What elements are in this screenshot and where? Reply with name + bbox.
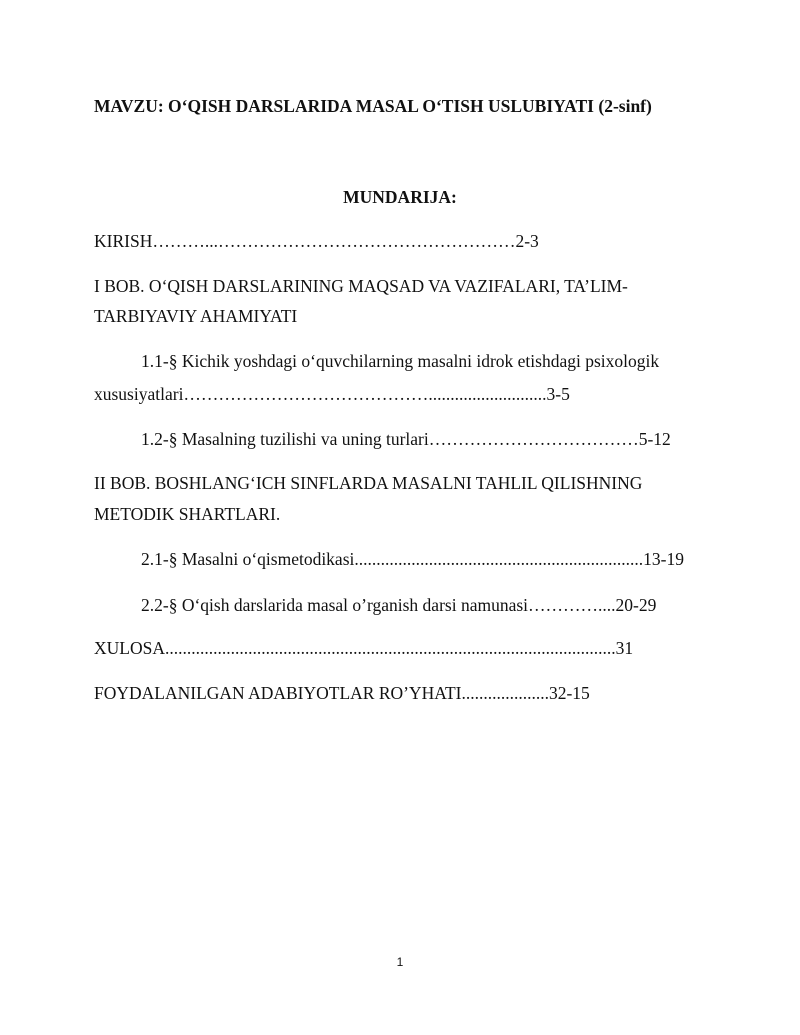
toc-entry-foydalanilgan: FOYDALANILGAN ADABIYOTLAR RO’YHATI....................32-15: [94, 683, 590, 703]
toc-entry-bob1-line2: TARBIYAVIY AHAMIYATI: [94, 306, 298, 326]
toc-heading: [0, 186, 800, 208]
toc-entry-section-1-1-line1: 1.1-§ Kichik yoshdagi o‘quvchilarning masalni idrok etishdagi psixologik: [141, 351, 660, 371]
toc-entry-section-2-1: 2.1-§ Masalni o‘qismetodikasi..................................................................13-19: [141, 549, 684, 569]
toc-entry-section-1-2: 1.2-§ Masalning tuzilishi va uning turlari………………………………5-12: [141, 429, 671, 449]
toc-heading-text: MUNDARIJA:: [343, 187, 457, 207]
toc-entry-section-1-1-line2: xususiyatlari……………………………………...........................3-5: [94, 384, 570, 404]
page-number: 1: [396, 955, 404, 969]
toc-entry-kirish: KIRISH………...……………………………………………2-3: [94, 231, 539, 251]
toc-entry-bob2-line1: II BOB. BOSHLANG‘ICH SINFLARDA MASALNI TAHLIL QILISHNING: [94, 473, 643, 493]
toc-entry-bob2-line2: METODIK SHARTLARI.: [94, 504, 281, 524]
toc-entry-section-2-2: 2.2-§ O‘qish darslarida masal o’rganish darsi namunasi…………....20-29: [141, 595, 657, 615]
document-topic: MAVZU: O‘QISH DARSLARIDA MASAL O‘TISH USLUBIYATI (2-sinf): [94, 96, 652, 116]
toc-entry-xulosa: XULOSA.......................................................................................................31: [94, 638, 634, 658]
toc-entry-bob1-line1: I BOB. O‘QISH DARSLARINING MAQSAD VA VAZIFALARI, TA’LIM-: [94, 276, 628, 296]
